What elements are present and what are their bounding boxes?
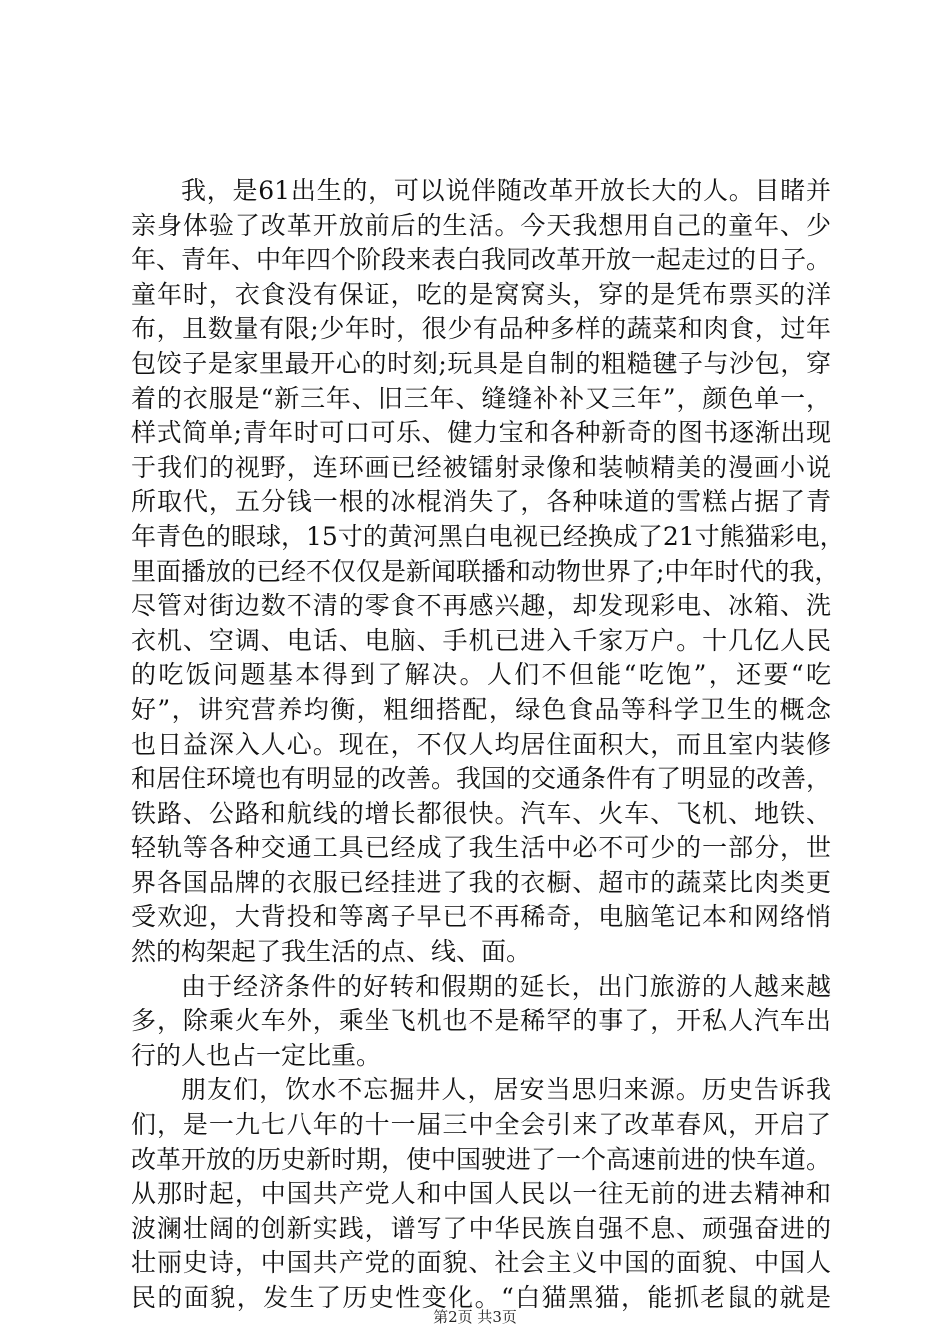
- text-line: 着的衣服是“新三年、旧三年、缝缝补补又三年”，颜色单一，: [131, 383, 831, 413]
- text-line: 铁路、公路和航线的增长都很快。汽车、火车、飞机、地铁、: [131, 798, 831, 828]
- document-body: [131, 174, 845, 1316]
- text-line: 亲身体验了改革开放前后的生活。今天我想用自己的童年、少: [131, 210, 831, 240]
- text-line: 包饺子是家里最开心的时刻;玩具是自制的粗糙毽子与沙包，穿: [131, 348, 831, 378]
- text-line: 好”，讲究营养均衡，粗细搭配，绿色食品等科学卫生的概念: [131, 694, 831, 724]
- text-line: 从那时起，中国共产党人和中国人民以一往无前的进去精神和: [131, 1179, 831, 1209]
- paragraph-3: [131, 1073, 831, 1315]
- text-line: 轻轨等各种交通工具已经成了我生活中必不可少的一部分，世: [131, 833, 831, 863]
- text-line: 童年时，衣食没有保证，吃的是窝窝头，穿的是凭布票买的洋: [131, 279, 831, 309]
- text-line: 所取代，五分钱一根的冰棍消失了，各种味道的雪糕占据了青: [131, 487, 831, 517]
- text-line: 尽管对街边数不清的零食不再感兴趣，却发现彩电、冰箱、洗: [131, 591, 831, 621]
- text-line: 行的人也占一定比重。: [131, 1040, 382, 1070]
- text-line: 年、青年、中年四个阶段来表白我同改革开放一起走过的日子。: [131, 245, 832, 275]
- text-line: 也日益深入人心。现在，不仅人均居住面积大，而且室内装修: [131, 729, 831, 759]
- text-line: 于我们的视野，连环画已经被镭射录像和装帧精美的漫画小说: [131, 452, 831, 482]
- text-line: 样式简单;青年时可口可乐、健力宝和各种新奇的图书逐渐出现: [131, 418, 831, 448]
- paragraph-1: [131, 174, 845, 970]
- text-line: 波澜壮阔的创新实践，谱写了中华民族自强不息、顽强奋进的: [131, 1213, 831, 1243]
- text-line: 壮丽史诗，中国共产党的面貌、社会主义中国的面貌、中国人: [131, 1248, 831, 1278]
- text-line: 多，除乘火车外，乘坐飞机也不是稀罕的事了，开私人汽车出: [131, 1006, 831, 1036]
- paragraph-2: [131, 970, 831, 1074]
- text-line: 和居住环境也有明显的改善。我国的交通条件有了明显的改善，: [131, 764, 832, 794]
- text-line: 然的构架起了我生活的点、线、面。: [131, 937, 532, 967]
- text-line: 由于经济条件的好转和假期的延长，出门旅游的人越来越: [181, 971, 831, 1001]
- text-line: 年青色的眼球，15寸的黄河黑白电视已经换成了21寸熊猫彩电，: [131, 521, 845, 551]
- text-line: 改革开放的历史新时期，使中国驶进了一个高速前进的快车道。: [131, 1144, 832, 1174]
- text-line: 受欢迎，大背投和等离子早已不再稀奇，电脑笔记本和网络悄: [131, 902, 831, 932]
- text-line: 布，且数量有限;少年时，很少有品种多样的蔬菜和肉食，过年: [131, 314, 831, 344]
- text-line: 衣机、空调、电话、电脑、手机已进入千家万户。十几亿人民: [131, 625, 831, 655]
- page-number-footer: 第2页 共3页: [433, 1308, 517, 1326]
- text-line: 我，是61出生的，可以说伴随改革开放长大的人。目睹并: [181, 176, 831, 205]
- text-line: 的吃饭问题基本得到了解决。人们不但能“吃饱”，还要“吃: [131, 660, 831, 690]
- text-line: 民的面貌，发生了历史性变化。“白猫黑猫，能抓老鼠的就是: [131, 1283, 831, 1312]
- text-line: 里面播放的已经不仅仅是新闻联播和动物世界了;中年时代的我，: [131, 556, 840, 586]
- text-line: 朋友们，饮水不忘掘井人，居安当思归来源。历史告诉我: [181, 1075, 831, 1105]
- text-line: 们，是一九七八年的十一届三中全会引来了改革春风，开启了: [131, 1110, 831, 1140]
- text-line: 界各国品牌的衣服已经挂进了我的衣橱、超市的蔬菜比肉类更: [131, 867, 831, 897]
